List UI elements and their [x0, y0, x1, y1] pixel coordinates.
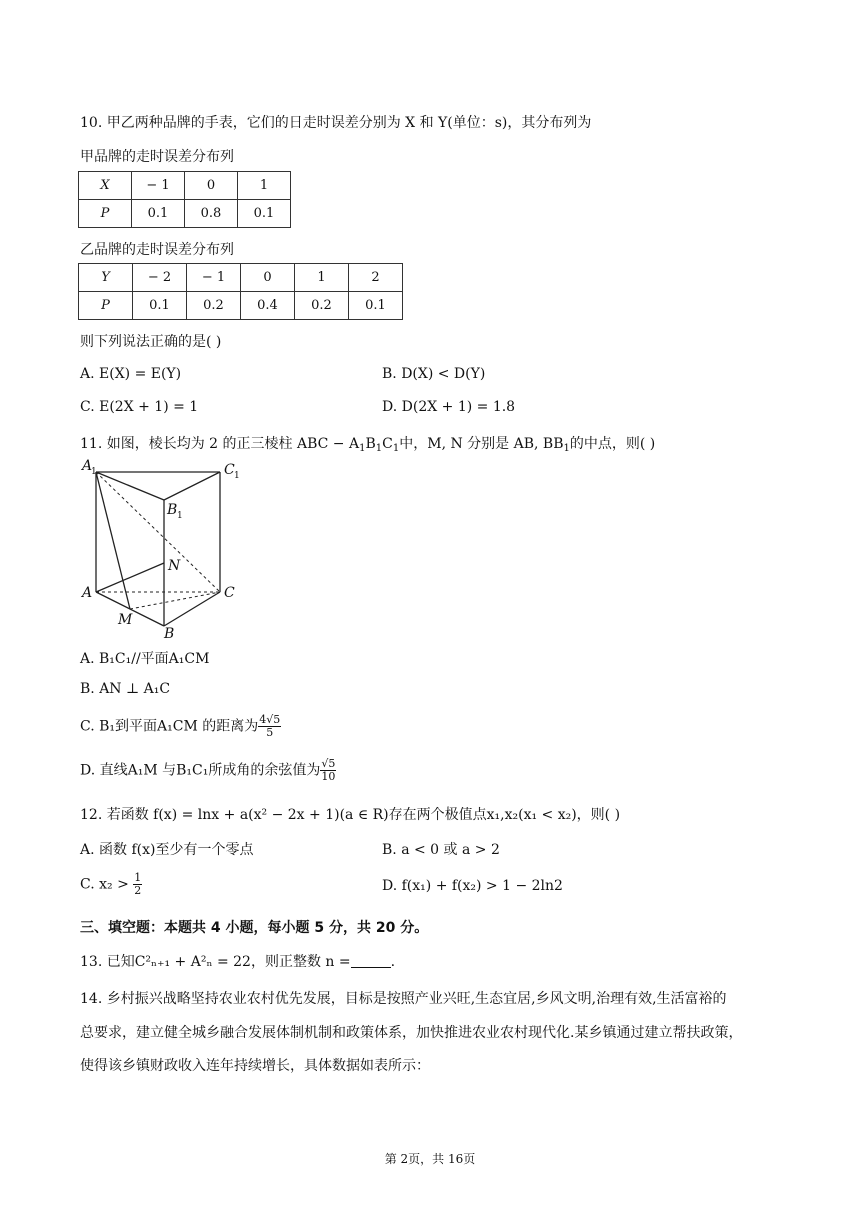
q11-stem-b: 中，M, N 分别是 AB, BB	[399, 436, 564, 452]
fraction-numerator: √5	[321, 757, 336, 770]
q11-option-c	[80, 714, 281, 739]
q13-end: .	[390, 954, 396, 970]
q12-option-c-text: C. x₂ >	[80, 876, 129, 893]
q12-option-c	[80, 872, 142, 897]
table-a-caption: 甲品牌的走时误差分布列	[80, 149, 234, 165]
table-a	[78, 171, 291, 228]
fraction	[258, 714, 281, 739]
q11-option-d	[80, 758, 336, 783]
label-b1: B	[167, 502, 178, 518]
q13-stem	[80, 951, 395, 971]
table-cell: 0.1	[238, 200, 291, 228]
q12-stem: 12. 若函数 f(x) = lnx + a(x² − 2x + 1)(a ∈ R)存在两个极值点x₁,x₂(x₁ < x₂)，则( )	[80, 807, 621, 823]
fraction-denominator: 2	[134, 884, 142, 897]
table-cell: 0	[185, 172, 238, 200]
label-n: N	[168, 558, 181, 574]
table-row	[79, 200, 291, 228]
q10-option-d: D. D(2X + 1) = 1.8	[382, 399, 516, 415]
section-heading: 三、填空题：本题共 4 小题，每小题 5 分，共 20 分。	[80, 920, 429, 936]
table-cell: P	[79, 292, 133, 320]
fraction	[320, 758, 336, 783]
label-a1-sub: 1	[91, 467, 97, 477]
subscript: 1	[359, 443, 366, 454]
table-cell: 0.1	[349, 292, 403, 320]
label-c1-sub: 1	[234, 471, 240, 481]
label-a: A	[82, 585, 93, 601]
fraction	[133, 872, 142, 897]
label-c: C	[224, 585, 235, 601]
table-b-caption: 乙品牌的走时误差分布列	[80, 242, 234, 258]
q10-option-c: C. E(2X + 1) = 1	[80, 399, 199, 415]
q14-line-3: 使得该乡镇财政收入连年持续增长，具体数据如表所示：	[80, 1058, 430, 1074]
q13-text: 13. 已知C²ₙ₊₁ + A²ₙ = 22，则正整数 n =	[80, 954, 351, 970]
table-b	[78, 263, 403, 320]
fraction-denominator: 10	[321, 770, 336, 783]
table-row	[79, 172, 291, 200]
table-cell: 0.2	[187, 292, 241, 320]
q12-option-b: B. a < 0 或 a > 2	[382, 842, 500, 858]
q11-stem: 11. 如图，棱长均为 2 的正三棱柱 ABC − $A_1B_1C_1$中，M, N 分别是 AB, $BB_1$的中点，则( )	[80, 436, 656, 454]
table-cell: 0	[241, 264, 295, 292]
q11-stem-a: 11. 如图，棱长均为 2 的正三棱柱 ABC − A	[80, 436, 360, 452]
q14-line-1: 14. 乡村振兴战略坚持农业农村优先发展，目标是按照产业兴旺,生态宜居,乡风文明,治理有效,生活富裕的	[80, 991, 727, 1007]
q11-option-c-text: C. B₁到平面A₁CM 的距离为	[80, 718, 259, 735]
label-b: B	[164, 626, 175, 642]
q10-option-a: A. E(X) = E(Y)	[80, 366, 182, 382]
label-a1: A	[82, 458, 93, 474]
fraction-denominator: 5	[266, 726, 274, 739]
label-b1-sub: 1	[177, 511, 183, 521]
table-cell: − 2	[133, 264, 187, 292]
table-cell: 0.2	[295, 292, 349, 320]
fraction-numerator: 4√5	[259, 713, 281, 726]
prism-figure	[78, 456, 248, 642]
q11-option-d-text: D. 直线A₁M 与B₁C₁所成角的余弦值为	[80, 762, 321, 779]
label-m: M	[118, 612, 133, 628]
q14-line-2: 总要求，建立健全城乡融合发展体制机制和政策体系，加快推进农业农村现代化.某乡镇通过建立帮扶政策，	[80, 1025, 743, 1041]
q10-prompt: 则下列说法正确的是( )	[80, 334, 222, 350]
table-cell: 0.1	[133, 292, 187, 320]
page-footer: 第 2页，共 16页	[384, 1152, 476, 1166]
table-cell: 0.4	[241, 292, 295, 320]
table-cell: P	[79, 200, 132, 228]
q11-option-b: B. AN ⊥ A₁C	[80, 681, 171, 697]
subscript: 1	[375, 443, 383, 454]
q10-option-b: B. D(X) < D(Y)	[382, 366, 486, 382]
subscript: 1	[563, 443, 570, 454]
fraction-numerator: 1	[134, 871, 142, 884]
table-cell: Y	[79, 264, 133, 292]
q10-stem: 10. 甲乙两种品牌的手表，它们的日走时误差分别为 X 和 Y(单位：s)，其分布列为	[80, 115, 592, 131]
table-cell: 2	[349, 264, 403, 292]
q12-option-a: A. 函数 f(x)至少有一个零点	[80, 842, 254, 858]
table-row	[79, 292, 403, 320]
table-cell: 0.8	[185, 200, 238, 228]
table-cell: X	[79, 172, 132, 200]
table-cell: 1	[238, 172, 291, 200]
q12-option-d: D. f(x₁) + f(x₂) > 1 − 2ln2	[382, 878, 563, 894]
table-cell: − 1	[187, 264, 241, 292]
table-row	[79, 264, 403, 292]
label-c1: C	[224, 462, 235, 478]
q11-option-a: A. B₁C₁//平面A₁CM	[80, 651, 210, 667]
q11-stem-c: 的中点，则( )	[569, 436, 656, 452]
subscript: 1	[392, 443, 400, 454]
table-cell: 1	[295, 264, 349, 292]
table-cell: 0.1	[132, 200, 185, 228]
table-cell: − 1	[132, 172, 185, 200]
answer-blank	[351, 955, 391, 968]
